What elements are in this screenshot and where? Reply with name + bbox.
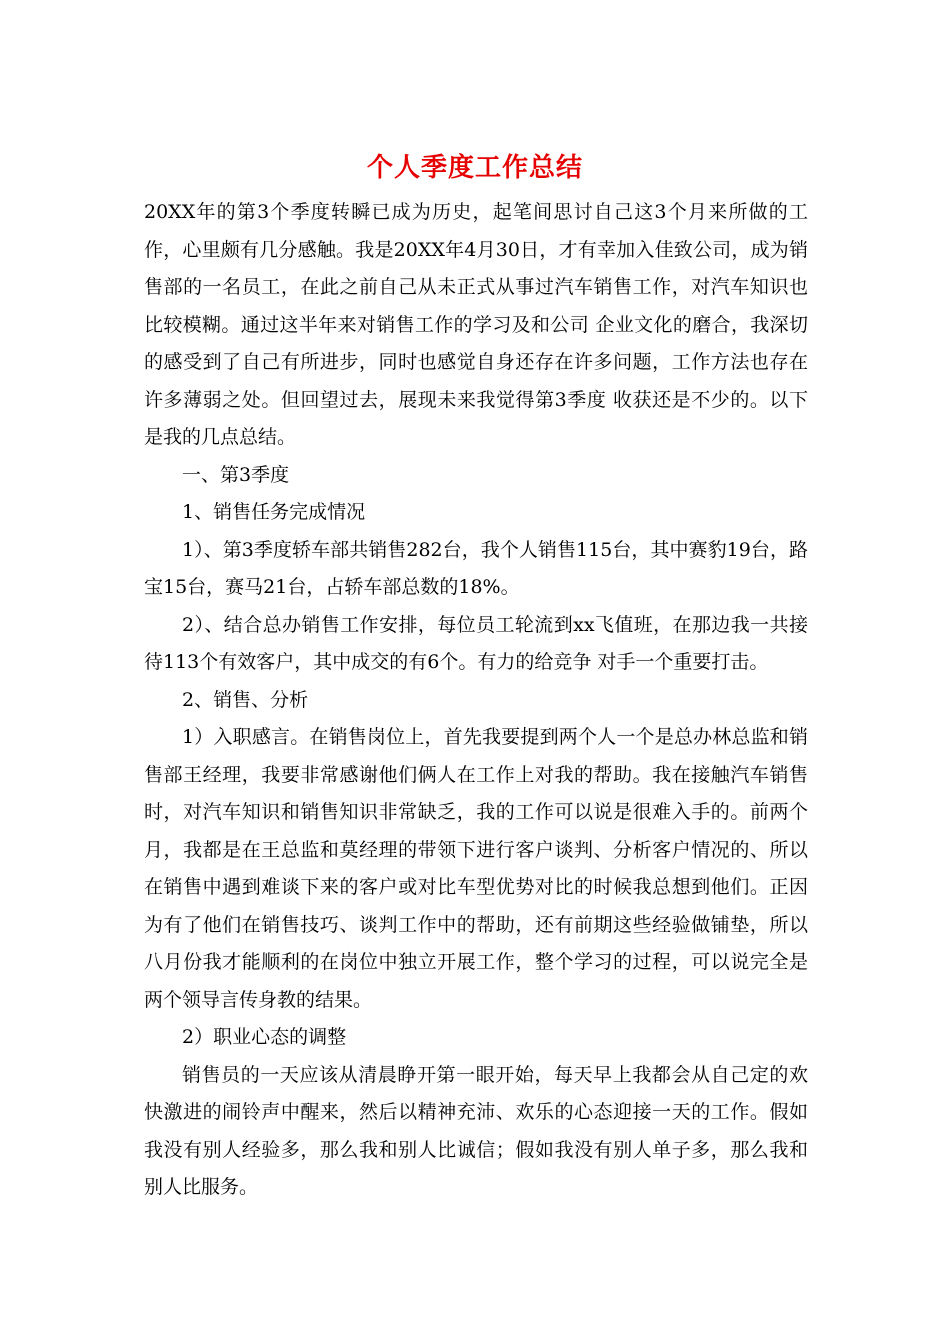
mindset-paragraph: 销售员的一天应该从清晨睁开第一眼开始，每天早上我都会从自己定的欢快激进的闹铃声中醒来，然后以精神充沛、欢乐的心态迎接一天的工作。假如我没有别人经验多，那么我和别人比诚信；假如我没有别人单子多，那么我和别人比服务。 xyxy=(144,1063,808,1198)
onboarding-paragraph: 1）入职感言。在销售岗位上，首先我要提到两个人一个是总办林总监和销售部王经理，我要非常感谢他们俩人在工作上对我的帮助。我在接触汽车销售时，对汽车知识和销售知识非常缺乏，我的工作可以说是很难入手的。前两个月，我都是在王总监和莫经理的带领下进行客户谈判、分析客户情况的、所以在销售中遇到难谈下来的客户或对比车型优势对比的时候我总想到他们。正因为有了他们在销售技巧、谈判工作中的帮助，还有前期这些经验做铺垫，所以八月份我才能顺利的在岗位中独立开展工作，整个学习的过程，可以说完全是两个领导言传身教的结果。 xyxy=(144,726,808,1011)
duty-reception-paragraph: 2）、结合总办销售工作安排，每位员工轮流到xx飞值班，在那边我一共接待113个有效客户，其中成交的有6个。有力的给竞争 对手一个重要打击。 xyxy=(144,613,808,673)
subsection-heading-mindset: 2）职业心态的调整 xyxy=(182,1026,347,1048)
sales-figures-paragraph: 1）、第3季度轿车部共销售282台，我个人销售115台，其中赛豹19台，路宝15台，赛马21台，占轿车部总数的18%。 xyxy=(144,538,808,598)
document-body xyxy=(144,194,808,1207)
intro-paragraph: 20XX年的第3个季度转瞬已成为历史，起笔间思讨自己这3个月来所做的工作，心里颇有几分感触。我是20XX年4月30日，才有幸加入佳致公司，成为销售部的一名员工，在此之前自己从未正式从事过汽车销售工作，对汽车知识也比较模糊。通过这半年来对销售工作的学习及和公司 企业文化的磨合，我深切的感受到了自己有所进步，同时也感觉自身还存在许多问题，工作方法也存在许多薄弱之处。但回望过去，展现未来我觉得第3季度 收获还是不少的。以下是我的几点总结。 xyxy=(144,201,808,448)
document-title: 个人季度工作总结 xyxy=(366,153,583,183)
subsection-heading-sales-task: 1、销售任务完成情况 xyxy=(182,501,366,523)
section-heading-q3: 一、第3季度 xyxy=(182,463,290,486)
subsection-heading-sales-analysis: 2、销售、分析 xyxy=(182,688,309,711)
